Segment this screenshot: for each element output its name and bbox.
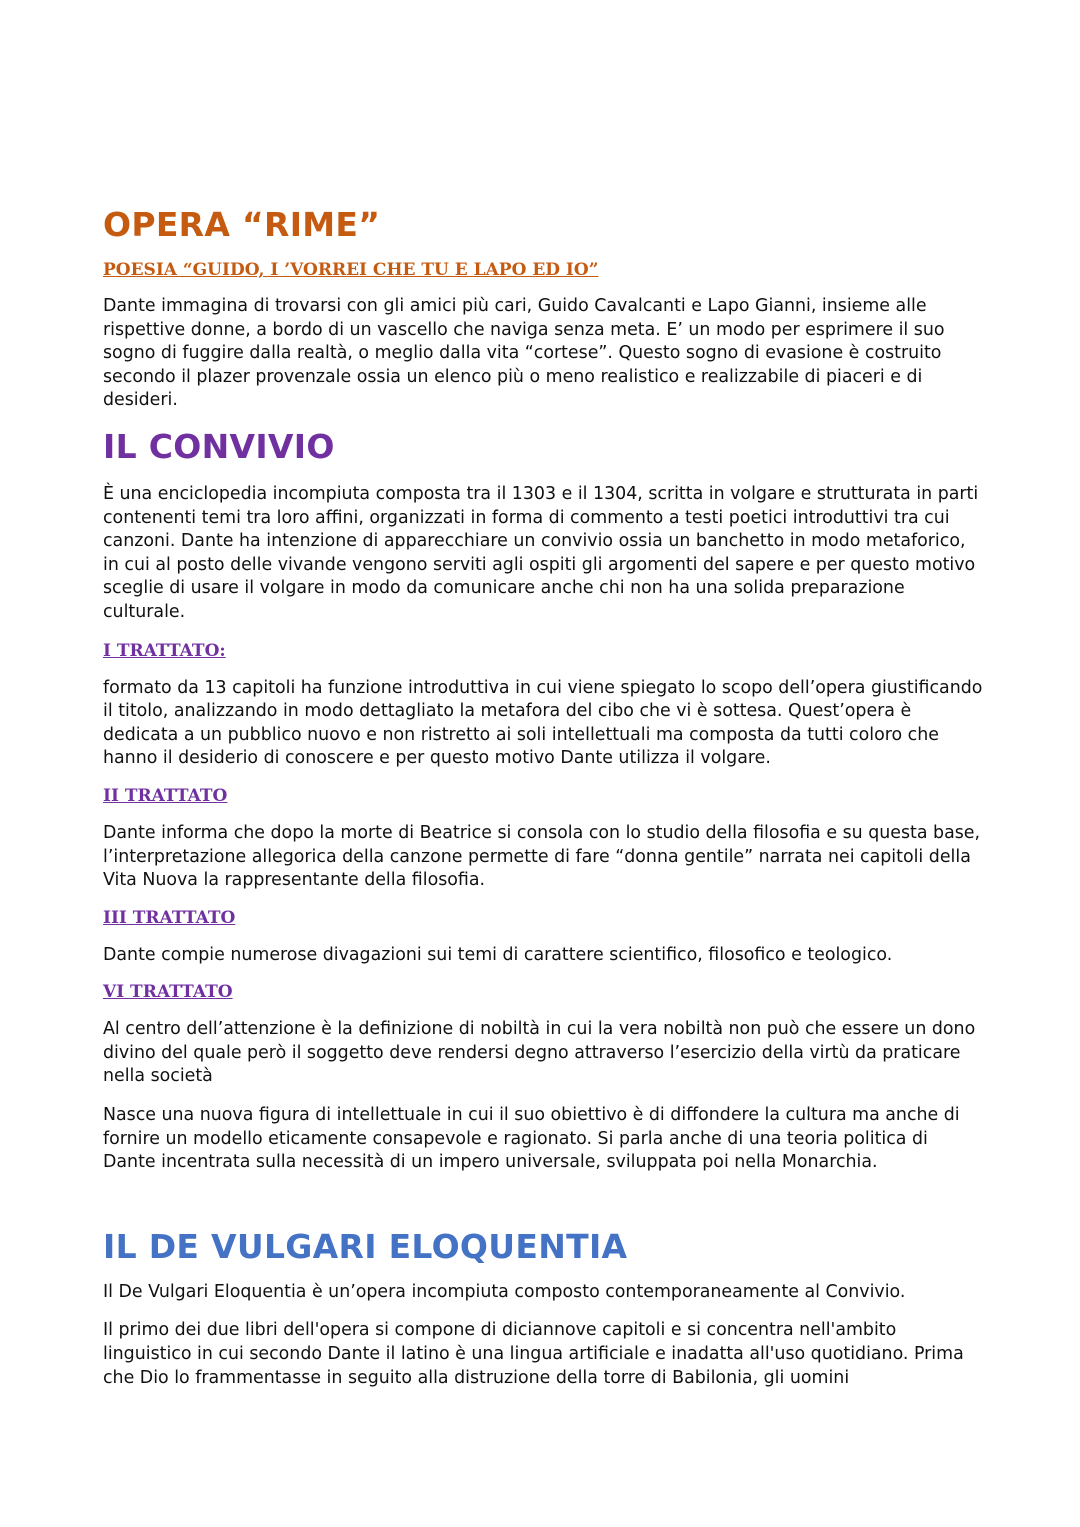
trattato-3-text: Dante compie numerose divagazioni sui temi di carattere scientifico, filosofico e teologico. bbox=[103, 944, 893, 965]
trattato-3-heading: III TRATTATO bbox=[103, 907, 236, 928]
trattato-2-heading: II TRATTATO bbox=[103, 785, 228, 806]
rime-title: OPERA “RIME” bbox=[103, 205, 381, 244]
convivio-closing: Nasce una nuova figura di intellettuale in cui il suo obiettivo è di diffondere la cultura ma anche di fornire un modello eticamente consapevole e ragionato. Si parla anche di una teoria politica di Dante incentrata sulla necessità di un impero universale, sviluppata poi nella Monarchia. bbox=[103, 1105, 960, 1173]
trattato-1-heading: I TRATTATO: bbox=[103, 640, 226, 661]
de-vulgari-paragraph: Il primo dei due libri dell'opera si compone di diciannove capitoli e si concentra nell'ambito linguistico in cui secondo Dante il latino è una lingua artificiale e inadatta all'uso quotidiano. Prima che Dio lo frammentasse in seguito alla distruzione della torre di Babilonia, gli uomini bbox=[103, 1320, 964, 1388]
de-vulgari-title: IL DE VULGARI ELOQUENTIA bbox=[103, 1226, 628, 1266]
convivio-intro: È una enciclopedia incompiuta composta tra il 1303 e il 1304, scritta in volgare e strutturata in parti contenenti temi tra loro affini, organizzati in forma di commento a testi poetici introduttivi tra cui canzoni. Dante ha intenzione di apparecchiare un convivio ossia un banchetto in modo metaforico, in cui al posto delle vivande vengono serviti agli ospiti gli argomenti del sapere e per questo motivo sceglie di usare il volgare in modo da comunicare anche chi non ha una solida preparazione culturale. bbox=[103, 483, 979, 622]
trattato-1-text: formato da 13 capitoli ha funzione introduttiva in cui viene spiegato lo scopo dell’opera giustificando il titolo, analizzando in modo dettagliato la metafora del cibo che vi è sottesa. Quest’opera è dedicata a un pubblico nuovo e non ristretto ai soli intellettuali ma composta da tutti coloro che hanno il desiderio di conoscere e per questo motivo Dante utilizza il volgare. bbox=[103, 677, 983, 769]
de-vulgari-intro: Il De Vulgari Eloquentia è un’opera incompiuta composto contemporaneamente al Convivio. bbox=[103, 1281, 906, 1302]
document-page bbox=[103, 205, 983, 1390]
convivio-title: IL CONVIVIO bbox=[103, 426, 335, 466]
poem-heading: POESIA “GUIDO, I ’VORREI CHE TU E LAPO ED IO” bbox=[103, 260, 599, 280]
trattato-2-text: Dante informa che dopo la morte di Beatrice si consola con lo studio della filosofia e su questa base, l’interpretazione allegorica della canzone permette di fare “donna gentile” narrata nei capitoli della Vita Nuova la rappresentante della filosofia. bbox=[103, 822, 981, 891]
trattato-4-text: Al centro dell’attenzione è la definizione di nobiltà in cui la vera nobiltà non può che essere un dono divino del quale però il soggetto deve rendersi degno attraverso l’esercizio della virtù da praticare nella società bbox=[103, 1019, 976, 1087]
trattato-4-heading: VI TRATTATO bbox=[103, 982, 233, 1003]
rime-paragraph: Dante immagina di trovarsi con gli amici più cari, Guido Cavalcanti e Lapo Gianni, insieme alle rispettive donne, a bordo di un vascello che naviga senza meta. E’ un modo per esprimere il suo sogno di fuggire dalla realtà, o meglio dalla vita “cortese”. Questo sogno di evasione è costruito secondo il plazer provenzale ossia un elenco più o meno realistico e realizzabile di piaceri e di desideri. bbox=[103, 296, 945, 411]
